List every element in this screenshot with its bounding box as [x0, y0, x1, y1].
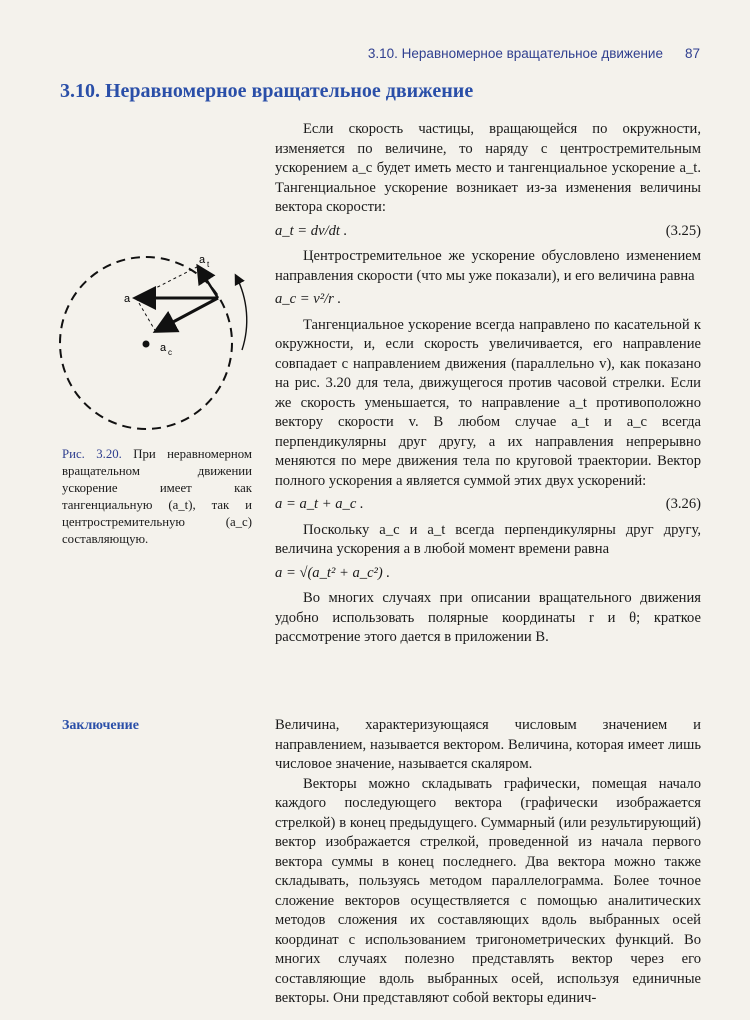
label-at-sub: t [207, 260, 210, 269]
figure-caption [62, 446, 252, 548]
direction-of-motion-arrow [236, 276, 247, 350]
equation: a_c = v²/r . [275, 291, 342, 307]
summary-paragraph: Векторы можно складывать графически, помещая начало каждого последующего вектора (графически изображается стрелкой) в конец предыдущего. Суммарный (или результирующий) вектор изображается стрелкой, проведенной из начала первого вектора суммы в конец последнего. Два вектора можно также складывать, пользуясь методом параллелограмма. Более точное сложение векторов осуществляется с помощью аналитических методов сложения их составляющих вдоль выбранных осей координат с использованием тригонометрических функций. Во многих случаях полезно представлять вектор через его составляющие вдоль выбранных осей, используя единичные векторы. Они представляют собой векторы единич- [275, 775, 701, 1006]
equation: a = a_t + a_c . [275, 496, 364, 512]
running-title: 3.10. Неравномерное вращательное движение [367, 46, 663, 61]
parallelogram-edge [136, 298, 156, 332]
figure-3-20 [56, 250, 256, 445]
page-number: 87 [684, 46, 700, 61]
label-ac: a [160, 342, 167, 354]
label-at: a [199, 254, 206, 266]
label-a: a [124, 293, 131, 305]
circular-motion-diagram [56, 250, 256, 440]
figure-caption-text: При неравномерном вращательном движении ускорение имеет как тангенциальную (a_t), так и центростремительную (a_c) составляющую. [62, 447, 253, 546]
summary-column [275, 716, 701, 1009]
paragraph: Поскольку a_c и a_t всегда перпендикулярны друг другу, величина ускорения a в любой момент времени равна [275, 521, 701, 557]
equation-magnitude [275, 564, 701, 584]
equation: a = √(a_t² + a_c²) . [275, 564, 391, 581]
equation-centripetal [275, 290, 701, 310]
equation-3-26 [275, 495, 701, 515]
label-ac-sub: c [168, 348, 172, 357]
paragraph: Если скорость частицы, вращающейся по окружности, изменяется по величине, то наряду с центростремительным ускорением a_c будет иметь место и тангенциальное ускорение a_t. Тангенциальное ускорение возникает из-за изменения величины вектора скорости: [275, 121, 701, 215]
centripetal-acceleration-vector [158, 298, 218, 330]
circle-center [143, 341, 150, 348]
parallelogram-edge [136, 266, 199, 298]
equation-3-25 [275, 222, 701, 242]
main-column [275, 120, 701, 648]
summary-paragraph: Величина, характеризующаяся числовым значением и направлением, называется вектором. Величина, которая имеет лишь числовое значение, называется скаляром. [275, 717, 701, 772]
paragraph: Тангенциальное ускорение всегда направлено по касательной к окружности, и, если скорость увеличивается, его направление совпадает с направлением движения (параллельно v), как показано на рис. 3.20 для тела, движущегося против часовой стрелки. Если же скорость уменьшается, то направление a_t противоположно вектору скорости v. В любом случае a_t и a_c всегда перпендикулярны друг другу, а их направления непрерывно меняются по мере движения тела по круговой траектории. Вектор полного ускорения a является суммой этих двух ускорений: [275, 316, 701, 489]
summary-label: Заключение [62, 718, 139, 733]
figure-caption-ref: Рис. 3.20. [62, 447, 122, 461]
section-title: 3.10. Неравномерное вращательное движение [60, 80, 474, 102]
paragraph: Центростремительное же ускорение обусловлено изменением направления скорости (что мы уже показали), и его величина равна [275, 248, 701, 284]
tangential-acceleration-vector [199, 268, 218, 298]
paragraph: Во многих случаях при описании вращательного движения удобно использовать полярные координаты r и θ; краткое рассмотрение этого дается в приложении В. [275, 590, 701, 645]
equation-number: (3.26) [665, 496, 701, 512]
running-head [340, 46, 700, 61]
equation: a_t = dv/dt . [275, 222, 348, 239]
equation-number: (3.25) [665, 222, 701, 239]
